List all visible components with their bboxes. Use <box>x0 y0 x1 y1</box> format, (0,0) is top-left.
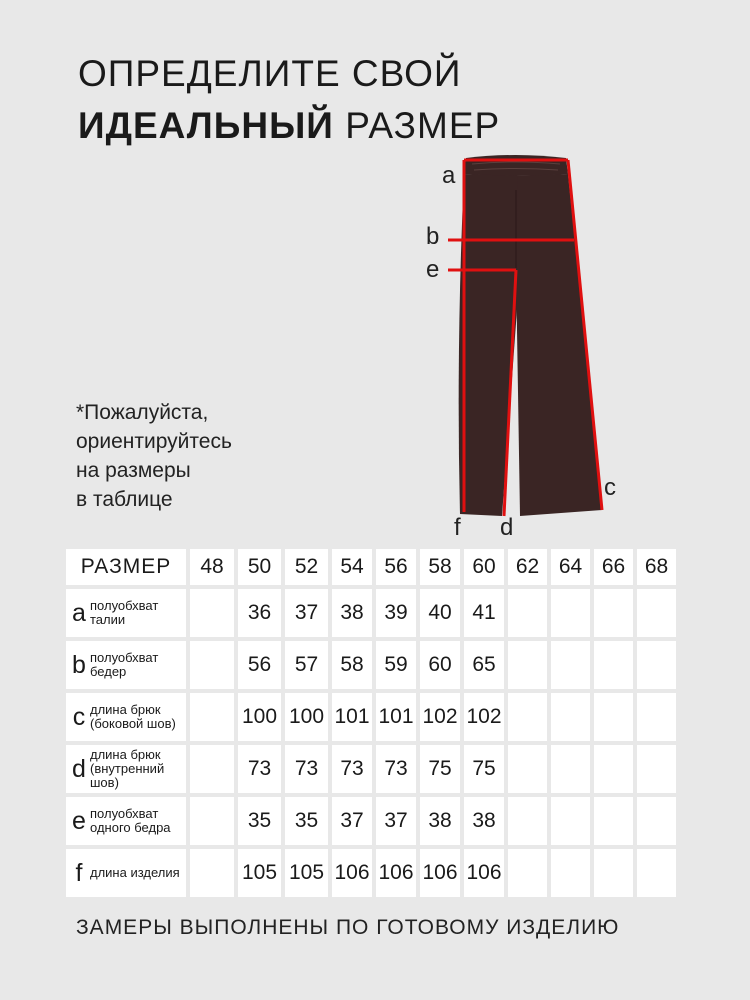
value-cell: 73 <box>285 745 328 793</box>
value-cell: 73 <box>238 745 281 793</box>
size-note <box>76 398 232 514</box>
value-cell: 40 <box>420 589 460 637</box>
param-desc: длина брюк (внутренний шов) <box>90 747 165 790</box>
value-cell: 65 <box>464 641 504 689</box>
page-title <box>78 52 500 148</box>
value-cell <box>551 745 590 793</box>
value-cell: 58 <box>332 641 372 689</box>
diagram-label-b: b <box>426 223 440 250</box>
param-cell <box>66 849 186 897</box>
size-header-cell: 52 <box>285 549 328 585</box>
size-header-row <box>66 549 676 585</box>
value-cell: 102 <box>420 693 460 741</box>
value-cell <box>508 745 547 793</box>
value-cell <box>508 693 547 741</box>
value-cell: 36 <box>238 589 281 637</box>
value-cell <box>190 693 234 741</box>
param-letter: e <box>72 806 86 835</box>
value-cell <box>190 745 234 793</box>
value-cell <box>594 693 633 741</box>
size-header-cell: 50 <box>238 549 281 585</box>
value-cell: 41 <box>464 589 504 637</box>
param-letter: d <box>72 754 86 783</box>
note-line-3: на размеры <box>76 459 191 482</box>
size-header-cell: 56 <box>376 549 416 585</box>
value-cell <box>637 849 676 897</box>
value-cell: 38 <box>420 797 460 845</box>
value-cell: 106 <box>332 849 372 897</box>
left-leg <box>459 174 520 516</box>
value-cell: 35 <box>285 797 328 845</box>
value-cell <box>637 589 676 637</box>
value-cell <box>594 641 633 689</box>
note-line-2: ориентируйтесь <box>76 430 232 453</box>
value-cell <box>190 797 234 845</box>
title-bold-word: ИДЕАЛЬНЫЙ <box>78 105 334 146</box>
waistband <box>464 155 568 176</box>
size-header-cell: 64 <box>551 549 590 585</box>
size-header-cell: 68 <box>637 549 676 585</box>
value-cell: 56 <box>238 641 281 689</box>
value-cell <box>190 641 234 689</box>
value-cell: 100 <box>238 693 281 741</box>
table-row <box>66 693 676 741</box>
value-cell <box>190 849 234 897</box>
value-cell <box>508 797 547 845</box>
value-cell: 73 <box>376 745 416 793</box>
value-cell: 75 <box>420 745 460 793</box>
value-cell: 60 <box>420 641 460 689</box>
value-cell: 106 <box>420 849 460 897</box>
value-cell: 106 <box>376 849 416 897</box>
table-row <box>66 849 676 897</box>
table-row <box>66 589 676 637</box>
param-letter: c <box>72 702 86 731</box>
note-line-1: *Пожалуйста, <box>76 401 209 424</box>
diagram-label-d: d <box>500 514 514 541</box>
value-cell <box>594 797 633 845</box>
diagram-label-f: f <box>454 514 461 541</box>
value-cell <box>637 641 676 689</box>
value-cell: 73 <box>332 745 372 793</box>
value-cell <box>637 797 676 845</box>
param-desc: полуобхват талии <box>90 598 159 627</box>
diagram-label-e: e <box>426 256 440 283</box>
value-cell: 101 <box>332 693 372 741</box>
value-cell <box>551 589 590 637</box>
value-cell: 106 <box>464 849 504 897</box>
value-cell <box>551 797 590 845</box>
value-cell: 37 <box>332 797 372 845</box>
value-cell: 39 <box>376 589 416 637</box>
value-cell <box>190 589 234 637</box>
right-leg <box>516 174 602 516</box>
value-cell: 57 <box>285 641 328 689</box>
value-cell: 37 <box>376 797 416 845</box>
value-cell: 102 <box>464 693 504 741</box>
value-cell <box>508 589 547 637</box>
size-header-cell: 62 <box>508 549 547 585</box>
value-cell: 38 <box>332 589 372 637</box>
size-header-cell: 66 <box>594 549 633 585</box>
value-cell <box>508 641 547 689</box>
param-desc: длина изделия <box>90 865 180 880</box>
value-cell <box>637 745 676 793</box>
size-header-cell: 58 <box>420 549 460 585</box>
param-cell <box>66 641 186 689</box>
value-cell <box>637 693 676 741</box>
value-cell: 75 <box>464 745 504 793</box>
value-cell <box>594 849 633 897</box>
pants-measurement-diagram <box>420 150 640 550</box>
value-cell: 37 <box>285 589 328 637</box>
value-cell: 100 <box>285 693 328 741</box>
note-line-4: в таблице <box>76 488 173 511</box>
param-desc: полуобхват одного бедра <box>90 806 171 835</box>
title-regular-word: РАЗМЕР <box>345 105 501 146</box>
param-letter: f <box>75 858 83 887</box>
footer-note: ЗАМЕРЫ ВЫПОЛНЕНЫ ПО ГОТОВОМУ ИЗДЕЛИЮ <box>76 916 620 939</box>
param-desc: полуобхват бедер <box>90 650 159 679</box>
size-header-cell: 54 <box>332 549 372 585</box>
value-cell: 38 <box>464 797 504 845</box>
param-cell <box>66 745 186 793</box>
value-cell: 35 <box>238 797 281 845</box>
size-table <box>62 545 680 901</box>
value-cell: 105 <box>285 849 328 897</box>
param-desc: длина брюк (боковой шов) <box>90 702 176 731</box>
param-cell <box>66 589 186 637</box>
value-cell <box>551 693 590 741</box>
value-cell <box>508 849 547 897</box>
size-header-label: РАЗМЕР <box>66 549 186 585</box>
value-cell: 101 <box>376 693 416 741</box>
size-header-cell: 48 <box>190 549 234 585</box>
value-cell <box>551 641 590 689</box>
diagram-label-a: a <box>442 162 456 189</box>
value-cell: 59 <box>376 641 416 689</box>
table-row <box>66 745 676 793</box>
title-line-2 <box>78 104 500 148</box>
param-cell <box>66 797 186 845</box>
param-cell <box>66 693 186 741</box>
value-cell <box>594 745 633 793</box>
size-header-cell: 60 <box>464 549 504 585</box>
param-letter: b <box>72 650 86 679</box>
value-cell <box>551 849 590 897</box>
table-row <box>66 641 676 689</box>
table-row <box>66 797 676 845</box>
diagram-label-c: c <box>604 474 616 501</box>
param-letter: a <box>72 598 86 627</box>
value-cell <box>594 589 633 637</box>
value-cell: 105 <box>238 849 281 897</box>
title-line-1: ОПРЕДЕЛИТЕ СВОЙ <box>78 53 462 94</box>
